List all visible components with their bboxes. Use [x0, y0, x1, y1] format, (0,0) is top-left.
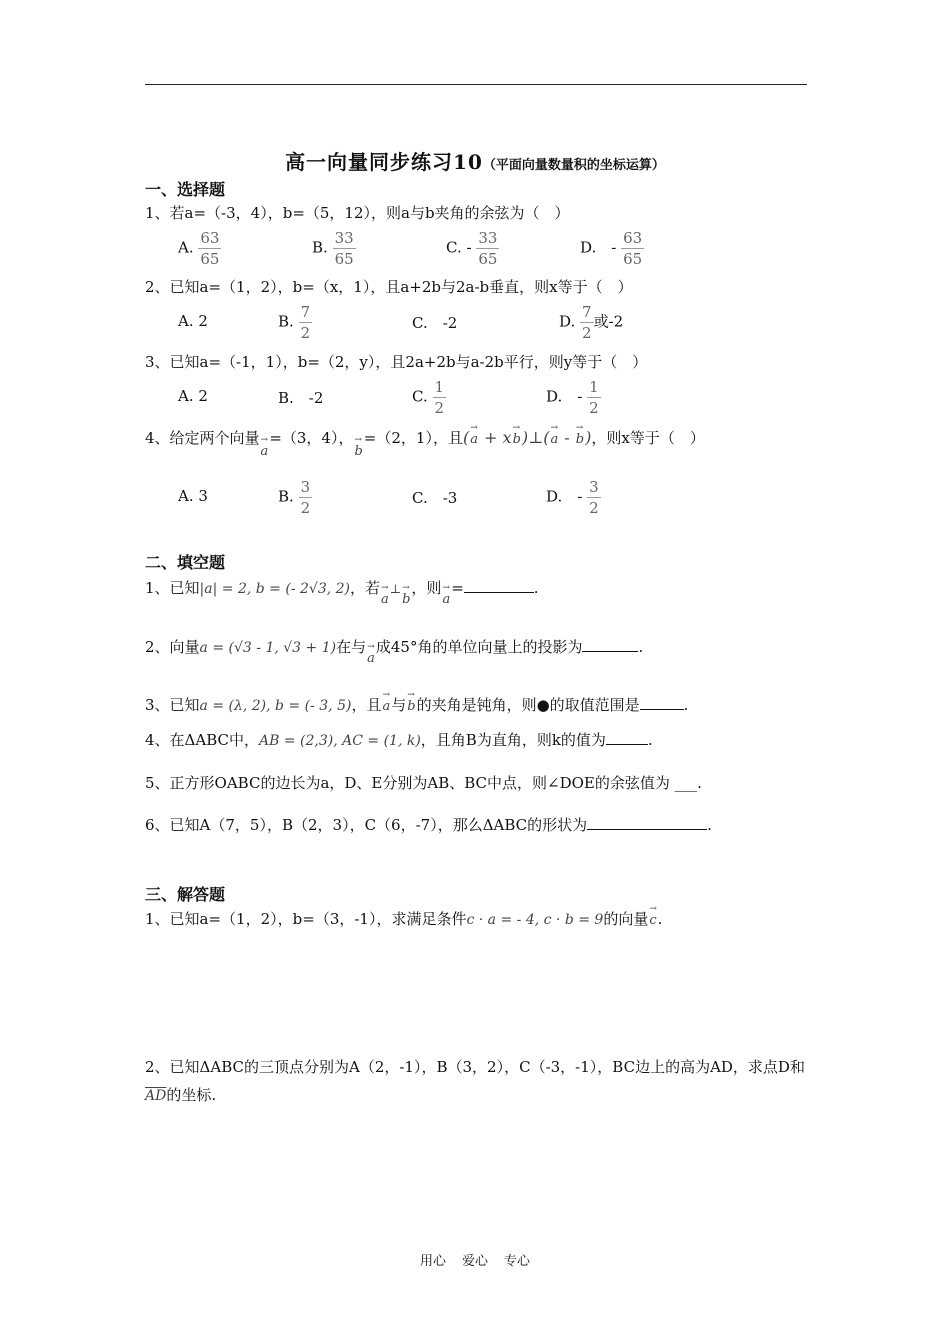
q2-option-d: D. $\frac{7}{2}$ 或-2 [559, 303, 624, 342]
q3-option-d: D. - $\frac{1}{2}$ [546, 378, 599, 417]
title-sub: （平面向量数量积的坐标运算） [482, 158, 665, 173]
q4-perp-expression: (→ a + x→ b)⊥(→ a - → b) [463, 428, 591, 447]
q1-option-b: B. $\frac{33}{65}$ [312, 229, 354, 268]
q3-option-a: A. 2 [178, 387, 208, 405]
f4: 4、在ΔABC中，AB = (2,3), AC = (1, k)，且角B为直角，则k的值为 . [145, 731, 653, 749]
q4-option-d: D. - $\frac{3}{2}$ [546, 478, 599, 517]
q4-option-b: B. $\frac{3}{2}$ [278, 478, 311, 517]
f5: 5、正方形OABC的边长为a，D、E分别为AB、BC中点，则∠DOE的余弦值为 ___. [145, 774, 702, 792]
f2: 2、向量a = (√3 - 1, √3 + 1)在与→ a成45°角的单位向量上的投影为 . [145, 636, 643, 657]
j1: 1、已知a=（1，2），b=（3，-1），求满足条件c · a = - 4, c · b = 9的向量→ c. [145, 908, 662, 929]
q2-option-a: A. 2 [178, 312, 208, 330]
f6: 6、已知A（7，5），B（2，3），C（6，-7），那么ΔABC的形状为 . [145, 816, 712, 834]
j2-line1: 2、已知ΔABC的三顶点分别为A（2，-1），B（3，2），C（-3，-1），BC边上的高为AD，求点D和 [145, 1058, 805, 1076]
page-title [0, 146, 950, 175]
q1-option-d: D. - $\frac{63}{65}$ [580, 229, 643, 268]
f1: 1、已知|a| = 2, b = (- 2√3, 2)，若→ a⊥→ b，则→ a= . [145, 577, 539, 598]
q4-option-c: C. -3 [412, 489, 458, 507]
q2-option-c: C. -2 [412, 314, 458, 332]
f3: 3、已知a = (λ, 2), b = (- 3, 5)，且→ a与→ b的夹角是钝角，则●的取值范围是 . [145, 694, 688, 715]
q3-option-c: C. $\frac{1}{2}$ [412, 378, 445, 417]
q3-stem: 3、已知a=（-1，1），b=（2，y），且2a+2b与a-2b平行，则y等于（ ） [145, 353, 648, 371]
section-fill: 二、填空题 [145, 553, 226, 572]
q1-option-a: A. $\frac{63}{65}$ [178, 229, 220, 268]
q3-option-b: B. -2 [278, 389, 324, 407]
q2-option-b: B. $\frac{7}{2}$ [278, 303, 311, 342]
section-solve: 三、解答题 [145, 885, 226, 904]
section-choice: 一、选择题 [145, 180, 226, 199]
q1-option-c: C. - $\frac{33}{65}$ [446, 229, 498, 268]
q2-stem: 2、已知a=（1，2），b=（x，1），且a+2b与2a-b垂直，则x等于（ ） [145, 278, 633, 296]
title-main: 高一向量同步练习10 [285, 150, 483, 174]
q4-option-a: A. 3 [178, 487, 208, 505]
header-rule [145, 84, 807, 85]
j2-line2: $\overline{AD}$的坐标. [145, 1086, 217, 1104]
q1-stem: 1、若a=（-3，4），b=（5，12），则a与b夹角的余弦为（ ） [145, 204, 570, 222]
footer: 用心 爱心 专心 [419, 1254, 531, 1269]
q4-stem: 4、给定两个向量→ a=（3，4），→ b=（2，1），且(→ a + x→ b)⊥(→ a - → b)，则x等于（ ） [145, 427, 705, 448]
